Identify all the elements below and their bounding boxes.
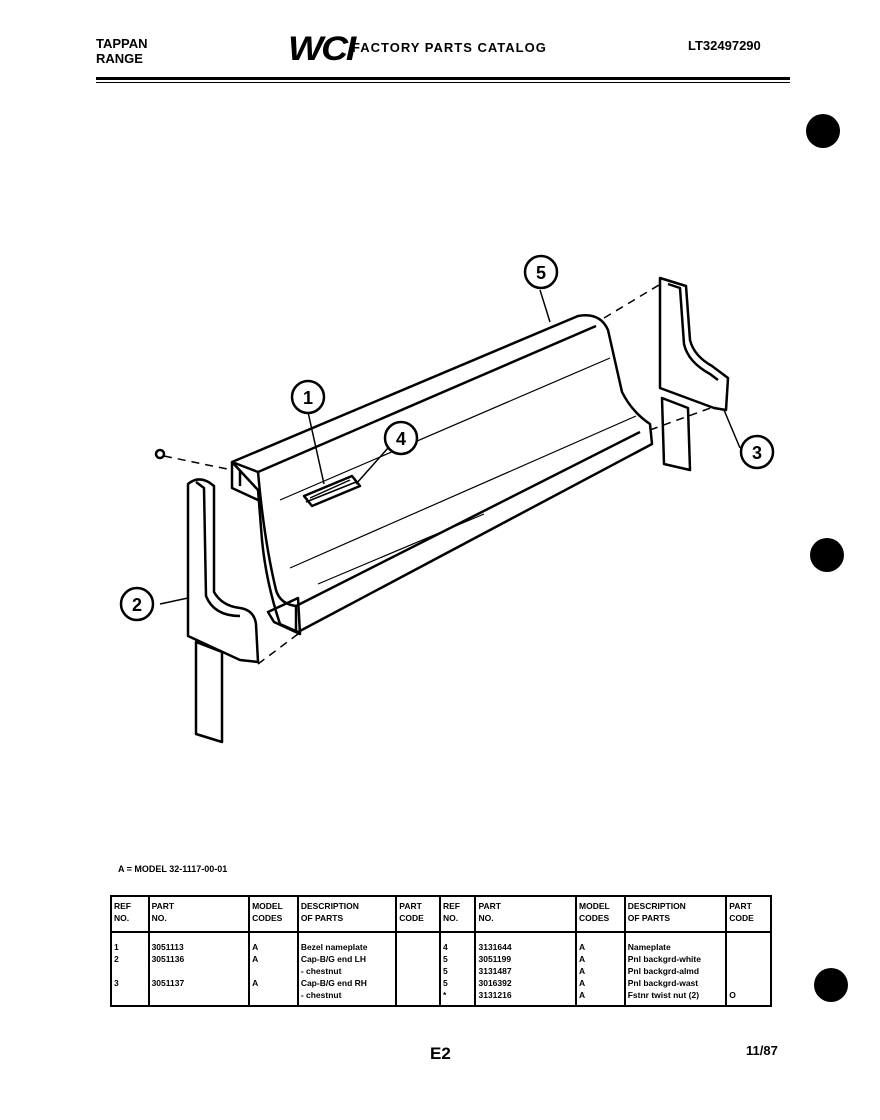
table-cell-desc: Pnl backgrd-wast	[625, 977, 727, 989]
doc-number: LT32497290	[688, 38, 761, 53]
column-header-line: PART	[729, 901, 752, 911]
table-cell-ref: 5	[440, 977, 476, 989]
table-cell-model: A	[576, 965, 625, 977]
table-cell-desc: Cap-B/G end RH	[298, 977, 396, 989]
table-cell-ref	[111, 965, 149, 977]
table-row	[111, 953, 771, 965]
column-header	[249, 896, 298, 932]
table-cell-desc: Cap-B/G end LH	[298, 953, 396, 965]
column-header	[298, 896, 396, 932]
column-header-line: NO.	[114, 913, 130, 923]
svg-text:1: 1	[302, 388, 314, 408]
table-cell-code	[396, 965, 440, 977]
table-cell-code	[396, 953, 440, 965]
column-header	[149, 896, 250, 932]
table-header-row	[111, 896, 771, 932]
table-cell-ref	[111, 989, 149, 1006]
parts-table	[110, 895, 772, 1007]
table-cell-ref: 3	[111, 977, 149, 989]
callout-5	[525, 256, 557, 288]
callout-2	[121, 588, 153, 620]
column-header-line: DESCRIPTION	[300, 901, 359, 911]
table-cell-model: A	[249, 953, 298, 965]
column-header	[396, 896, 440, 932]
table-row	[111, 932, 771, 953]
table-row	[111, 965, 771, 977]
table-row	[111, 989, 771, 1006]
table-cell-code	[726, 977, 771, 989]
table-cell-desc: - chestnut	[298, 965, 396, 977]
table-cell-ref: 5	[440, 965, 476, 977]
table-cell-code	[726, 932, 771, 953]
table-cell-code	[726, 965, 771, 977]
table-cell-ref: 1	[111, 932, 149, 953]
table-cell-part: 3051113	[149, 932, 250, 953]
table-cell-part: 3131644	[475, 932, 576, 953]
table-row	[111, 977, 771, 989]
column-header-line: PART	[478, 901, 501, 911]
column-header	[726, 896, 771, 932]
table-cell-part: 3016392	[475, 977, 576, 989]
page-number: E2	[430, 1044, 451, 1063]
table-cell-desc: Nameplate	[625, 932, 727, 953]
table-cell-desc: Bezel nameplate	[298, 932, 396, 953]
svg-text:5: 5	[535, 263, 547, 283]
left-end-cap	[188, 479, 258, 662]
table-cell-ref: 4	[440, 932, 476, 953]
table-cell-ref: 2	[111, 953, 149, 965]
column-header-line: MODEL	[252, 901, 283, 911]
table-cell-part: 3131216	[475, 989, 576, 1006]
table-cell-model: A	[249, 977, 298, 989]
punch-hole-icon	[814, 968, 848, 1002]
table-cell-part: 3131487	[475, 965, 576, 977]
table-cell-code	[396, 989, 440, 1006]
twist-nut-icon	[156, 450, 164, 458]
table-cell-model	[249, 989, 298, 1006]
svg-text:3: 3	[751, 443, 763, 463]
backguard-panel	[232, 315, 652, 632]
column-header	[440, 896, 476, 932]
column-header	[576, 896, 625, 932]
model-note: A = MODEL 32-1117-00-01	[118, 864, 228, 874]
table-body	[111, 932, 771, 1006]
column-header-line: NO.	[442, 913, 459, 923]
column-header-line: MODEL	[579, 901, 610, 911]
svg-text:4: 4	[395, 429, 407, 449]
brand-line-1: TAPPAN	[96, 36, 148, 51]
column-header-line: REF	[442, 901, 460, 911]
table-cell-desc: Pnl backgrd-almd	[625, 965, 727, 977]
table-cell-part: 3051136	[149, 953, 250, 965]
column-header-line: DESCRIPTION	[627, 901, 686, 911]
panel-front-face	[258, 432, 640, 606]
table-cell-code	[396, 932, 440, 953]
table-cell-ref: 5	[440, 953, 476, 965]
column-header-line: REF	[114, 901, 131, 911]
table-cell-desc: Pnl backgrd-white	[625, 953, 727, 965]
table-cell-ref: *	[440, 989, 476, 1006]
table-cell-code	[726, 953, 771, 965]
table-cell-desc: - chestnut	[298, 989, 396, 1006]
left-leg	[196, 642, 222, 742]
table-cell-model: A	[576, 989, 625, 1006]
panel-top-lip	[232, 326, 596, 472]
table-cell-code: O	[726, 989, 771, 1006]
table-cell-desc: Fstnr twist nut (2)	[625, 989, 727, 1006]
table-cell-part	[149, 965, 250, 977]
svg-text:2: 2	[131, 595, 143, 615]
column-header-line: PART	[151, 901, 175, 911]
table-cell-part: 3051199	[475, 953, 576, 965]
column-header-line: CODE	[729, 913, 754, 923]
column-header-line: CODES	[252, 913, 283, 923]
column-header-line: NO.	[151, 913, 167, 923]
wci-logo: WCI	[288, 30, 355, 68]
table-cell-part	[149, 989, 250, 1006]
callout-1	[292, 381, 324, 413]
catalog-date: 11/87	[746, 1043, 778, 1058]
column-header	[111, 896, 149, 932]
table-cell-part: 3051137	[149, 977, 250, 989]
table-cell-model: A	[576, 977, 625, 989]
table-cell-code	[396, 977, 440, 989]
catalog-title: FACTORY PARTS CATALOG	[352, 40, 547, 55]
callout-3	[741, 436, 773, 468]
column-header	[475, 896, 576, 932]
right-end-cap	[660, 278, 728, 410]
column-header-line: NO.	[478, 913, 494, 923]
callout-4	[385, 422, 417, 454]
column-header-line: CODE	[399, 913, 424, 923]
column-header-line: OF PARTS	[627, 913, 671, 923]
brand-line-2: RANGE	[96, 51, 143, 66]
table-cell-model	[249, 965, 298, 977]
column-header-line: OF PARTS	[300, 913, 344, 923]
table-cell-model: A	[576, 953, 625, 965]
table-cell-model: A	[576, 932, 625, 953]
column-header-line: CODES	[579, 913, 610, 923]
right-leg	[662, 398, 690, 470]
panel-left-end	[232, 462, 296, 632]
column-header	[625, 896, 727, 932]
table-cell-model: A	[249, 932, 298, 953]
column-header-line: PART	[399, 901, 422, 911]
